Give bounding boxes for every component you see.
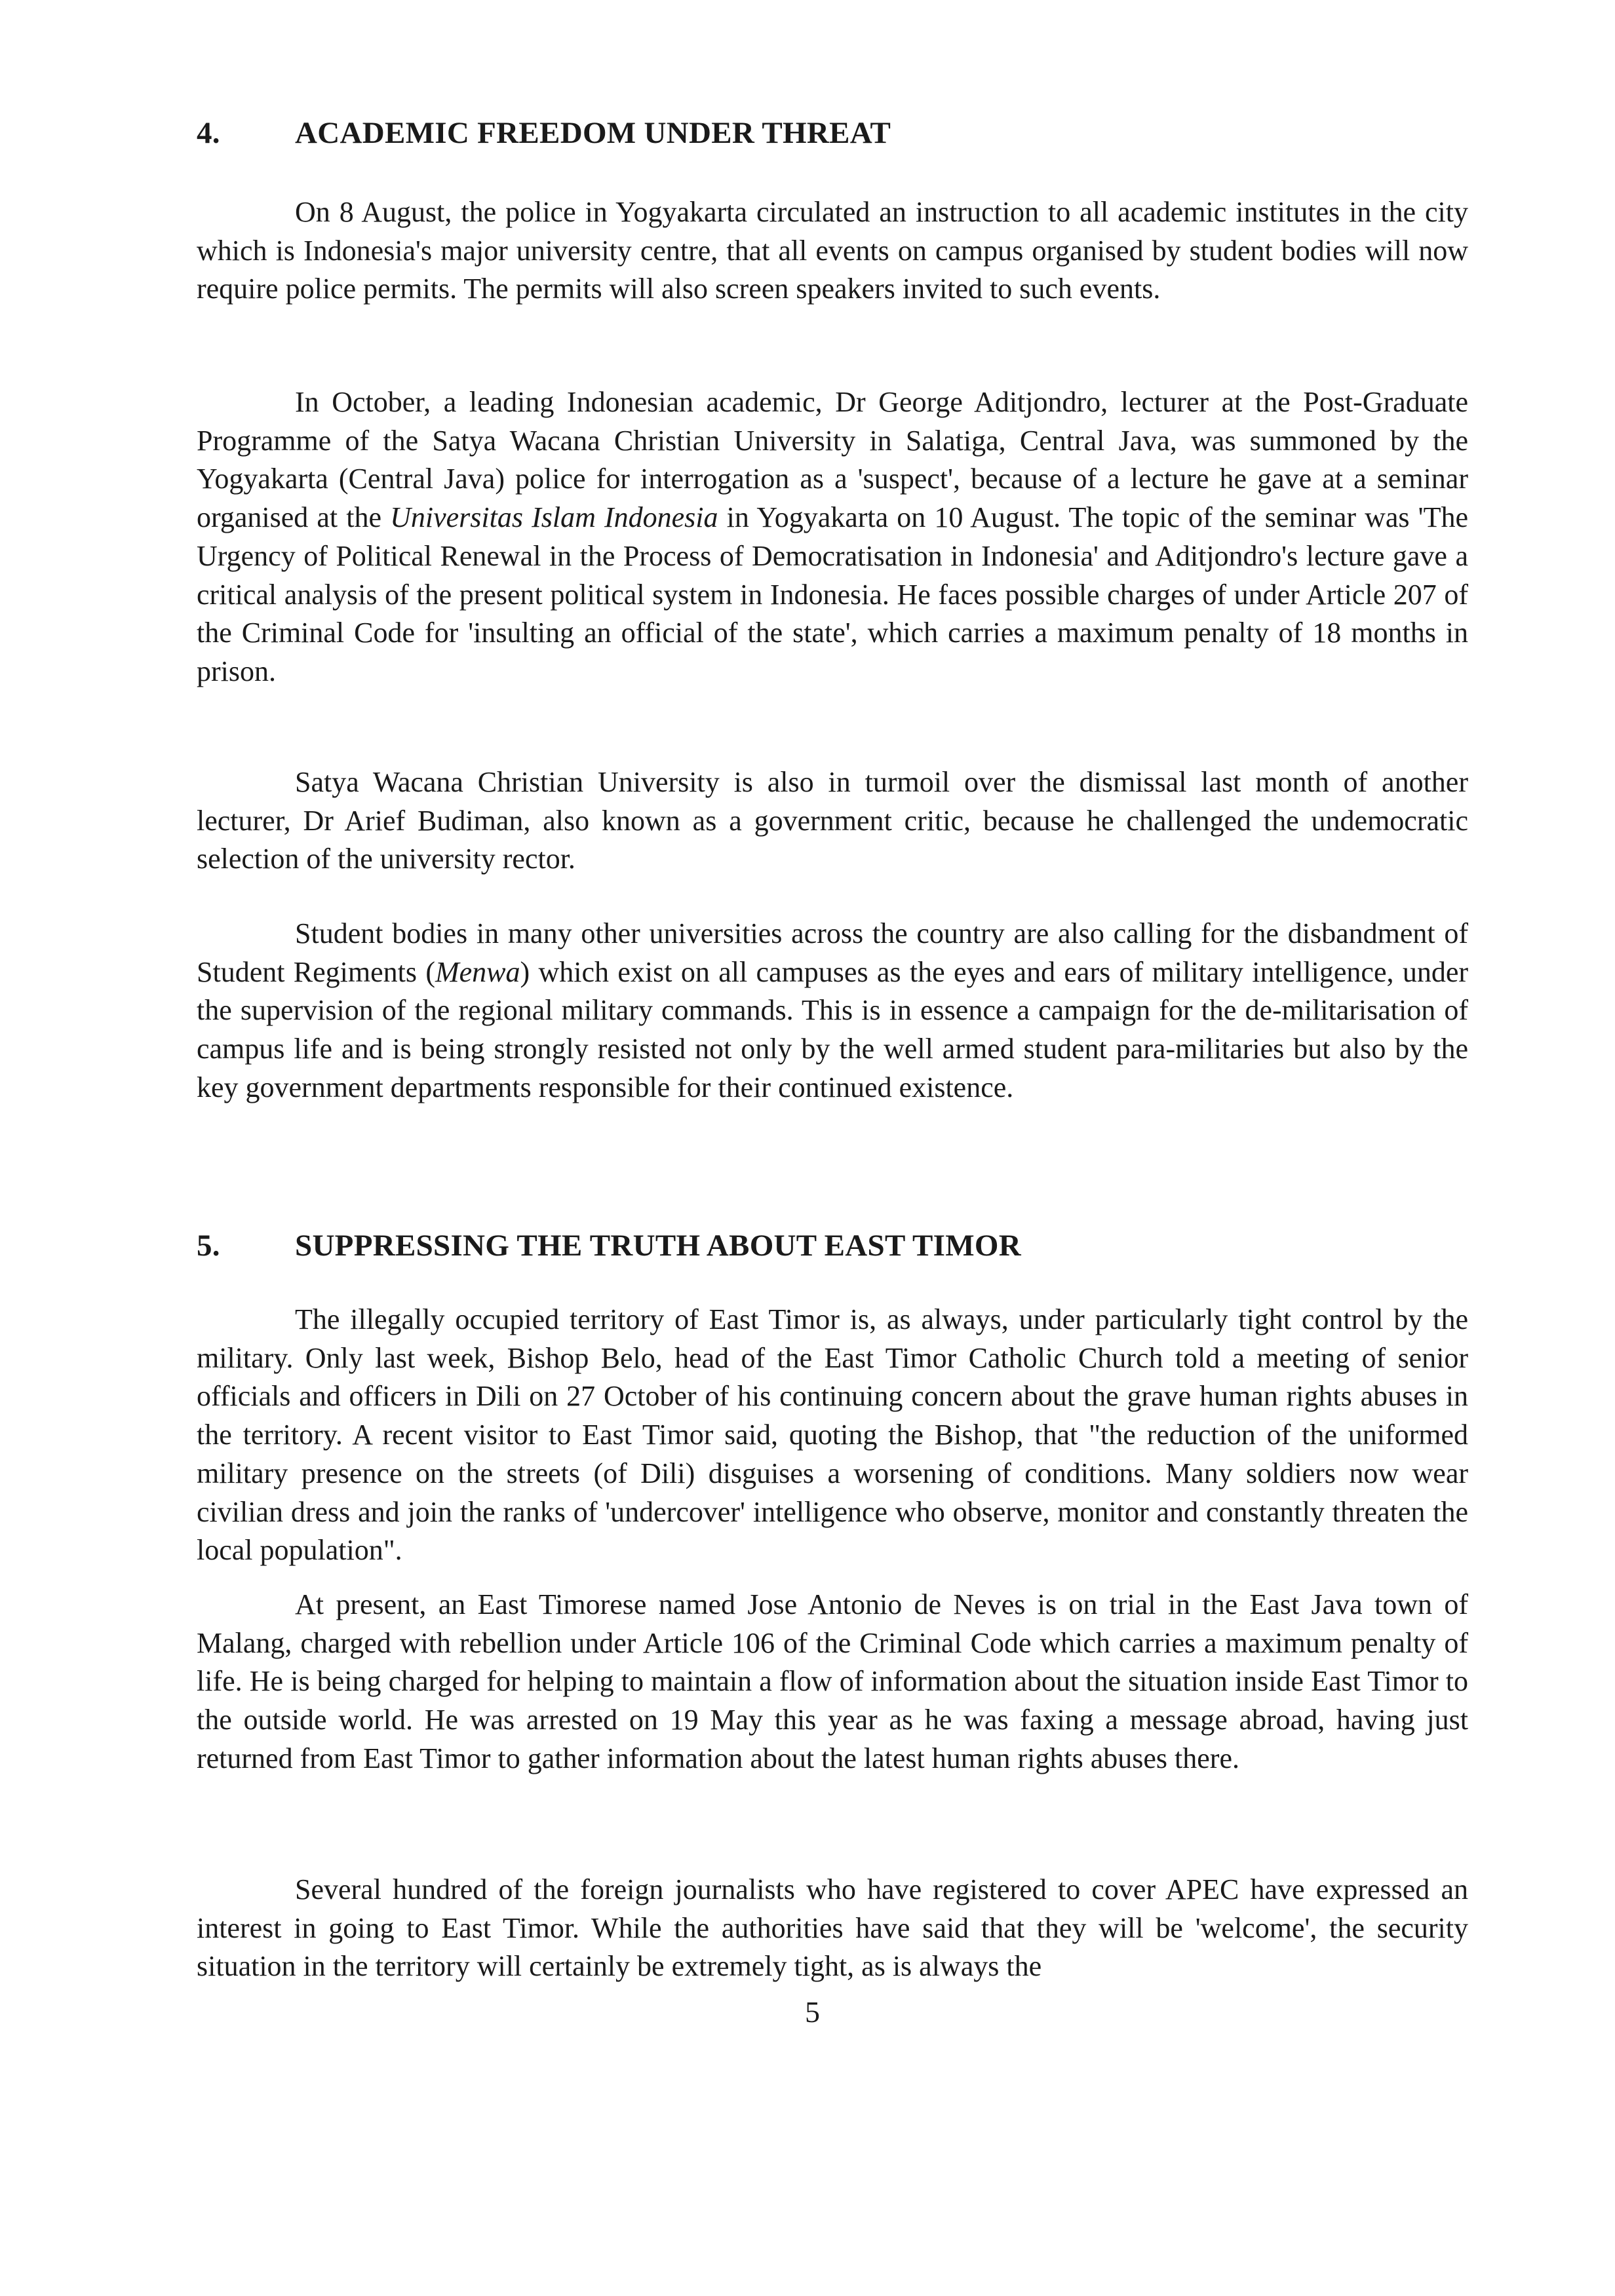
section-number: 5. xyxy=(197,1229,220,1263)
italic-term: Menwa xyxy=(435,955,520,988)
paragraph xyxy=(197,383,1468,691)
paragraph-text: In October, a leading Indonesian academic, Dr George Aditjondro, lecturer at the Post-Graduate Programme of the Satya Wacana Christian University in Salatiga, Central Java, was summoned by the Yogyakarta (Central Java) police for interrogation as a 'suspect', because of a lecture he gave at a seminar organised at the xyxy=(197,386,1468,534)
italic-term: Universitas Islam Indonesia xyxy=(390,501,718,534)
section-title: ACADEMIC FREEDOM UNDER THREAT xyxy=(295,116,891,150)
section-number: 4. xyxy=(197,116,220,150)
paragraph-text: in Yogyakarta on 10 August. The topic of the seminar was 'The Urgency of Political Renewal in the Process of Democratisation in Indonesia' and Aditjondro's lecture gave a critical analysis of the present political system in Indonesia. He faces possible charges of under Article 207 of the Criminal Code for 'insulting an official of the state', which carries a maximum penalty of 18 months in prison. xyxy=(197,501,1468,687)
paragraph: Satya Wacana Christian University is also in turmoil over the dismissal last month of another lecturer, Dr Arief Budiman, also known as a government critic, because he challenged the undemocratic selection of the university rector. xyxy=(197,766,1468,875)
paragraph: On 8 August, the police in Yogyakarta circulated an instruction to all academic institutes in the city which is Indonesia's major university centre, that all events on campus organised by student bodies will now require police permits. The permits will also screen speakers invited to such events. xyxy=(197,196,1468,305)
paragraph xyxy=(197,915,1468,1107)
paragraph-text: ) which exist on all campuses as the eyes and ears of military intelligence, under the supervision of the regional military commands. This is in essence a campaign for the de-militarisation of campus life and is being strongly resisted not only by the well armed student para-militaries but also by the key government departments responsible for their continued existence. xyxy=(197,955,1468,1103)
section-title: SUPPRESSING THE TRUTH ABOUT EAST TIMOR xyxy=(295,1229,1021,1263)
page-number: 5 xyxy=(805,1995,820,2029)
section-heading-academic-freedom xyxy=(197,118,891,149)
paragraph: Several hundred of the foreign journalists who have registered to cover APEC have expressed an interest in going to East Timor. While the authorities have said that they will be 'welcome', the security situation in the territory will certainly be extremely tight, as is always the xyxy=(197,1873,1468,1983)
paragraph-text: Student bodies in many other universities across the country are also calling for the disbandment of Student Regiments ( xyxy=(197,917,1468,988)
paragraph: The illegally occupied territory of East Timor is, as always, under particularly tight control by the military. Only last week, Bishop Belo, head of the East Timor Catholic Church told a meeting of senior officials and officers in Dili on 27 October of his continuing concern about the grave human rights abuses in the territory. A recent visitor to East Timor said, quoting the Bishop, that "the reduction of the uniformed military presence on the streets (of Dili) disguises a worsening of conditions. Many soldiers now wear civilian dress and join the ranks of 'undercover' intelligence who observe, monitor and constantly threaten the local population". xyxy=(197,1303,1468,1567)
paragraph: At present, an East Timorese named Jose Antonio de Neves is on trial in the East Java town of Malang, charged with rebellion under Article 106 of the Criminal Code which carries a maximum penalty of life. He is being charged for helping to maintain a flow of information about the situation inside East Timor to the outside world. He was arrested on 19 May this year as he was faxing a message abroad, having just returned from East Timor to gather information about the latest human rights abuses there. xyxy=(197,1588,1468,1774)
section-heading-east-timor xyxy=(197,1231,1021,1261)
